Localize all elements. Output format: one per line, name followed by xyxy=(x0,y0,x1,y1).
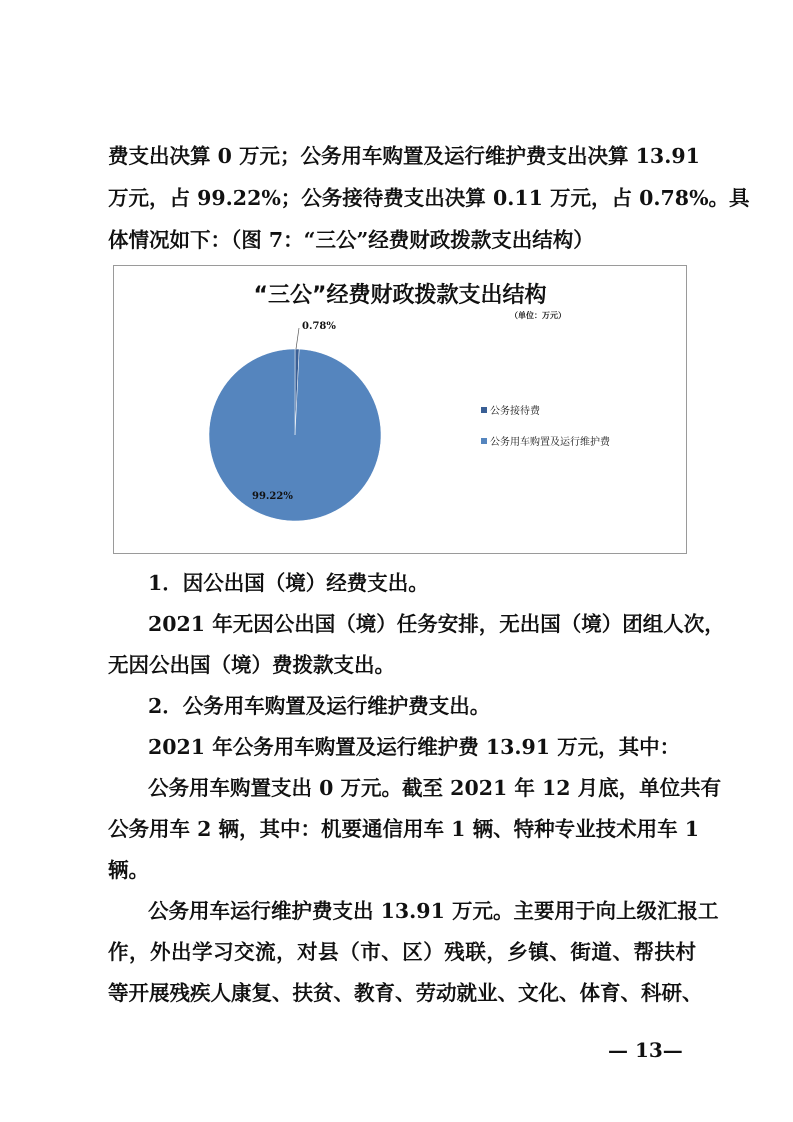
data-label-hospitality: 0.78% xyxy=(302,321,336,332)
legend-label: 公务用车购置及运行维护费 xyxy=(490,437,610,448)
pie-slice-vehicle xyxy=(209,349,381,521)
legend-swatch xyxy=(481,407,487,413)
paragraph-line: 公务用车购置支出 0 万元。截至 2021 年 12 月底，单位共有 xyxy=(148,776,722,800)
legend-swatch xyxy=(481,438,487,444)
paragraph-line: 辆。 xyxy=(108,858,149,882)
paragraph-line: 万元，占 99.22%；公务接待费支出决算 0.11 万元，占 0.78%。具 xyxy=(108,186,750,210)
legend-label: 公务接待费 xyxy=(490,406,540,417)
paragraph-line: 公务用车运行维护费支出 13.91 万元。主要用于向上级汇报工 xyxy=(148,899,719,923)
chart-unit-label: （单位：万元） xyxy=(510,311,566,320)
chart-title: “三公”经费财政拨款支出结构 xyxy=(253,283,547,308)
data-label-vehicle: 99.22% xyxy=(252,491,293,502)
paragraph-line: 作，外出学习交流，对县（市、区）残联，乡镇、街道、帮扶村 xyxy=(108,940,696,964)
pie-chart-container xyxy=(113,265,687,554)
paragraph-line: 2021 年公务用车购置及运行维护费 13.91 万元，其中： xyxy=(148,735,681,759)
label-leader-line xyxy=(296,328,299,349)
page-number: — 13— xyxy=(608,1038,683,1062)
legend-item-vehicle xyxy=(481,433,610,448)
paragraph-line: 等开展残疾人康复、扶贫、教育、劳动就业、文化、体育、科研、 xyxy=(108,981,703,1005)
paragraph-line: 2021 年无因公出国（境）任务安排，无出国（境）团组人次， xyxy=(148,612,725,636)
pie-chart xyxy=(114,266,688,555)
legend-item-hospitality xyxy=(481,402,540,417)
paragraph-line: 公务用车 2 辆，其中：机要通信用车 1 辆、特种专业技术用车 1 xyxy=(108,817,699,841)
paragraph-line: 体情况如下：（图 7：“三公”经费财政拨款支出结构） xyxy=(108,228,594,252)
paragraph-line: 费支出决算 0 万元；公务用车购置及运行维护费支出决算 13.91 xyxy=(108,144,700,168)
section-heading: 2．公务用车购置及运行维护费支出。 xyxy=(148,694,491,718)
paragraph-line: 无因公出国（境）费拨款支出。 xyxy=(108,653,395,677)
section-heading: 1．因公出国（境）经费支出。 xyxy=(148,571,429,595)
